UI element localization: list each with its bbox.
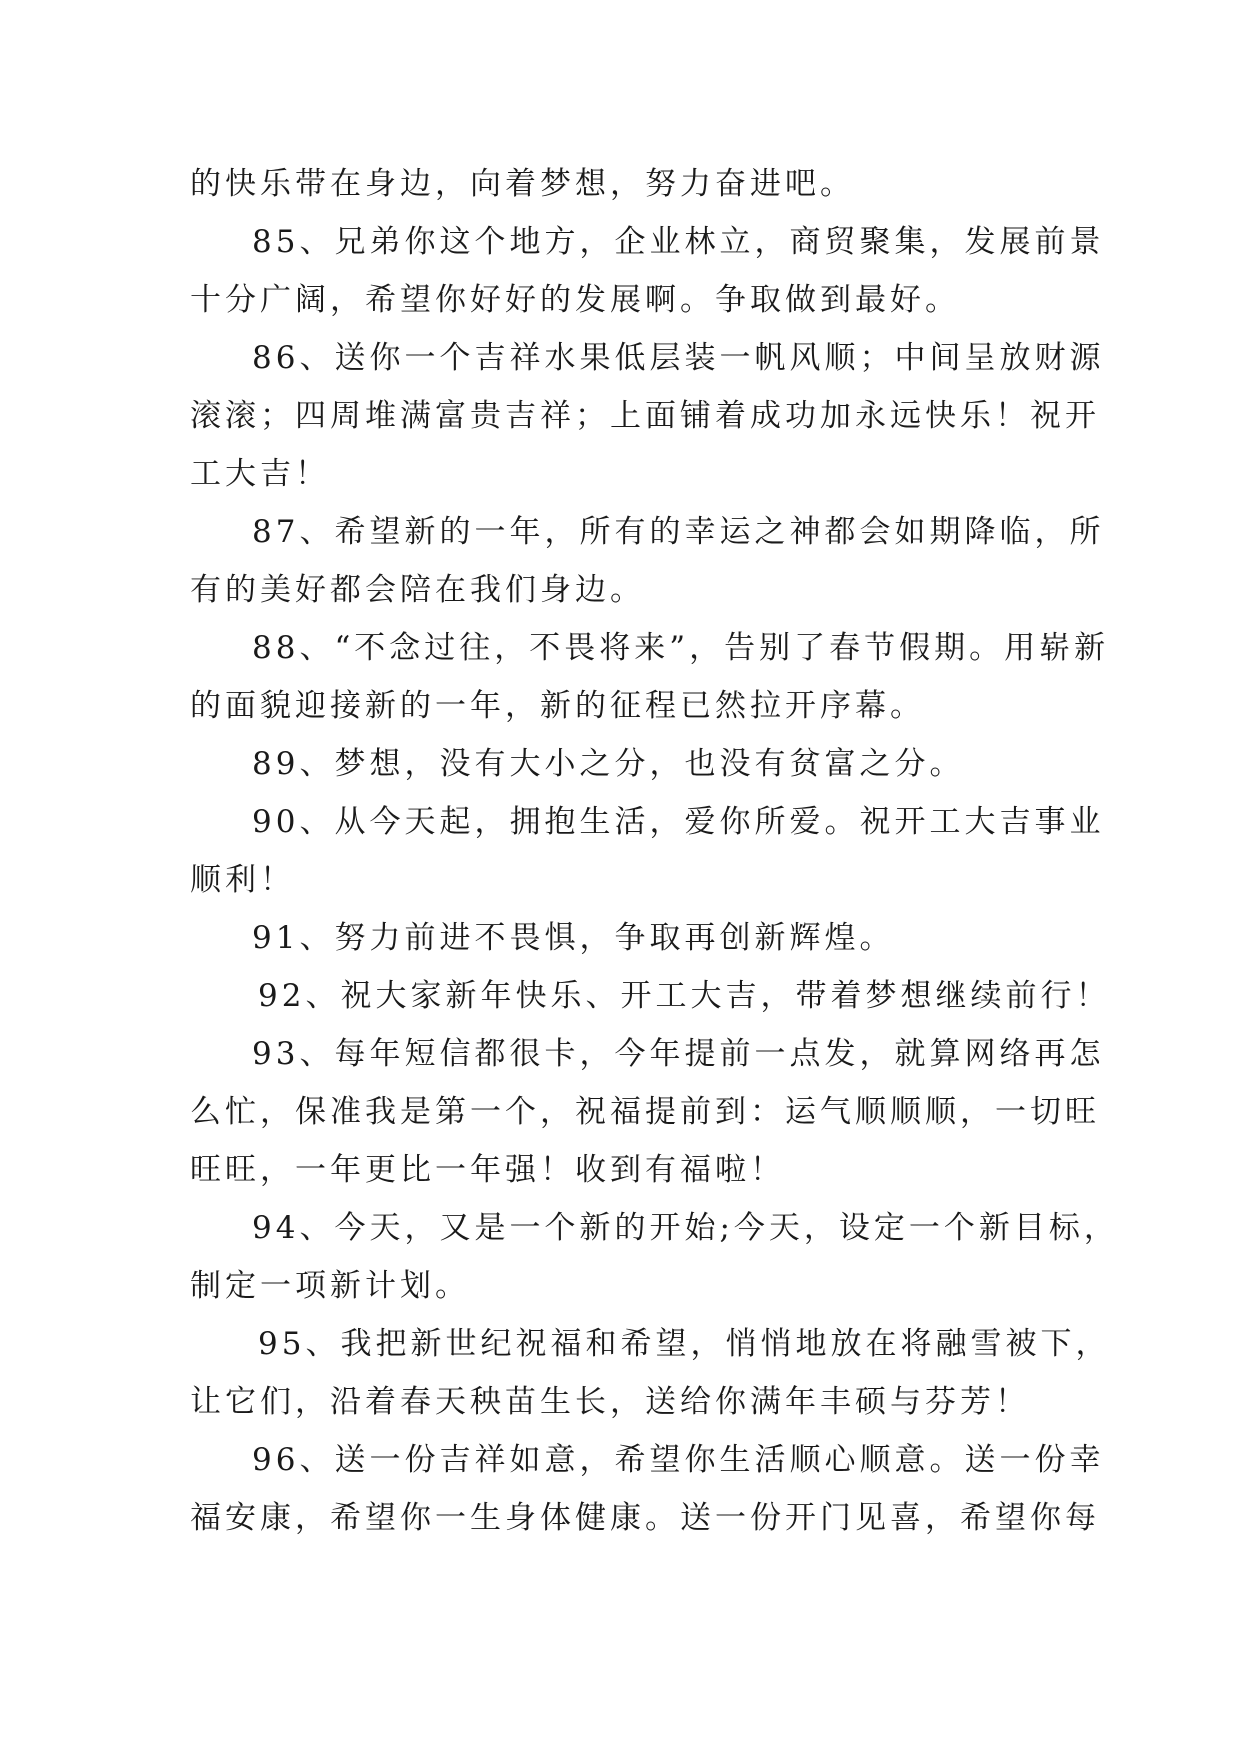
list-item-95: 95、我把新世纪祝福和希望，悄悄地放在将融雪被下， [258, 1326, 1111, 1362]
text-line: 么忙，保准我是第一个，祝福提前到：运气顺顺顺，一切旺 [190, 1094, 1100, 1130]
list-item-94: 94、今天，又是一个新的开始;今天，设定一个新目标， [252, 1210, 1119, 1246]
text-line: 顺利！ [190, 862, 295, 898]
text-line: 的快乐带在身边，向着梦想，努力奋进吧。 [190, 166, 855, 202]
text-line: 的面貌迎接新的一年，新的征程已然拉开序幕。 [190, 688, 925, 724]
text-line: 工大吉！ [190, 456, 330, 492]
list-item-91: 91、努力前进不畏惧，争取再创新辉煌。 [252, 920, 895, 956]
list-item-92: 92、祝大家新年快乐、开工大吉，带着梦想继续前行！ [258, 978, 1111, 1014]
text-line: 有的美好都会陪在我们身边。 [190, 572, 645, 608]
list-item-87: 87、希望新的一年，所有的幸运之神都会如期降临，所 [252, 514, 1105, 550]
text-line: 旺旺，一年更比一年强！收到有福啦！ [190, 1152, 785, 1188]
text-line: 十分广阔，希望你好好的发展啊。争取做到最好。 [190, 282, 960, 318]
text-line: 福安康，希望你一生身体健康。送一份开门见喜，希望你每 [190, 1500, 1100, 1536]
list-item-93: 93、每年短信都很卡，今年提前一点发，就算网络再怎 [252, 1036, 1105, 1072]
text-line: 让它们，沿着春天秧苗生长，送给你满年丰硕与芬芳！ [190, 1384, 1030, 1420]
list-item-96: 96、送一份吉祥如意，希望你生活顺心顺意。送一份幸 [252, 1442, 1105, 1478]
body-text [190, 155, 1119, 1547]
list-item-90: 90、从今天起，拥抱生活，爱你所爱。祝开工大吉事业 [252, 804, 1105, 840]
list-item-89: 89、梦想，没有大小之分，也没有贫富之分。 [252, 746, 965, 782]
list-item-88: 88、“不念过往，不畏将来”，告别了春节假期。用崭新 [252, 630, 1110, 666]
list-item-86: 86、送你一个吉祥水果低层装一帆风顺；中间呈放财源 [252, 340, 1105, 376]
text-line: 滚滚；四周堆满富贵吉祥；上面铺着成功加永远快乐！祝开 [190, 398, 1100, 434]
text-line: 制定一项新计划。 [190, 1268, 470, 1304]
list-item-85: 85、兄弟你这个地方，企业林立，商贸聚集，发展前景 [252, 224, 1105, 260]
